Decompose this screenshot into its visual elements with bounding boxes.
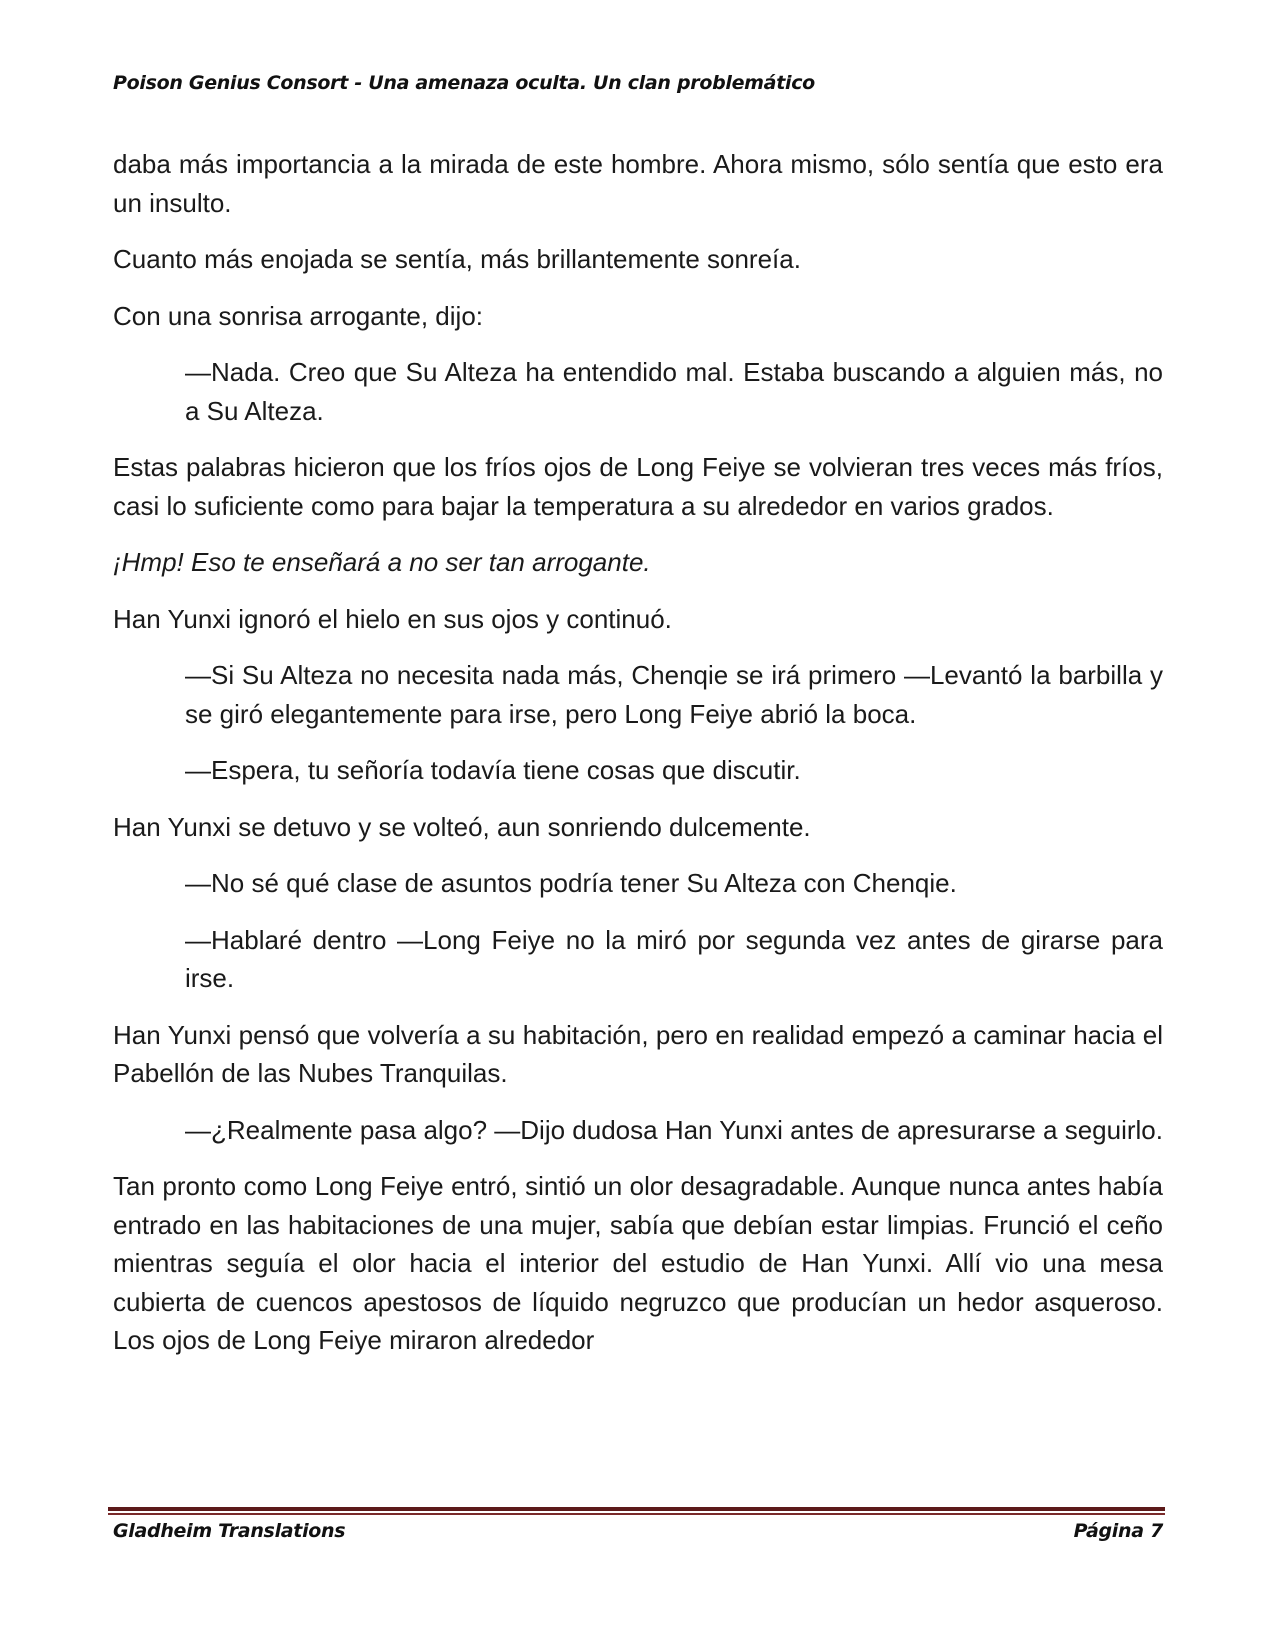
dialogue-paragraph: —Hablaré dentro —Long Feiye no la miró por segunda vez antes de girarse para irse. [185, 924, 1163, 993]
paragraph: Han Yunxi pensó que volvería a su habitación, pero en realidad empezó a caminar hacia el Pabellón de las Nubes Tranquilas. [113, 1019, 1163, 1088]
dialogue-paragraph: —No sé qué clase de asuntos podría tener Su Alteza con Chenqie. [185, 868, 957, 898]
paragraph: Cuanto más enojada se sentía, más brillantemente sonreía. [113, 244, 801, 274]
dialogue-paragraph: —Nada. Creo que Su Alteza ha entendido mal. Estaba buscando a alguien más, no a Su Alteza. [185, 357, 1163, 426]
page-body [113, 145, 1163, 1378]
paragraph: daba más importancia a la mirada de este hombre. Ahora mismo, sólo sentía que esto era un insulto. [113, 149, 1163, 218]
dialogue-paragraph: —Espera, tu señoría todavía tiene cosas que discutir. [185, 755, 801, 785]
paragraph: Con una sonrisa arrogante, dijo: [113, 300, 484, 331]
dialogue-paragraph: —Si Su Alteza no necesita nada más, Chenqie se irá primero —Levantó la barbilla y se giró elegantemente para irse, pero Long Feiye abrió la boca. [185, 660, 1163, 729]
paragraph: Han Yunxi se detuvo y se volteó, aun sonriendo dulcemente. [113, 811, 811, 842]
page-number: Página 7 [1073, 1520, 1163, 1542]
paragraph: Estas palabras hicieron que los fríos ojos de Long Feiye se volvieran tres veces más fríos, casi lo suficiente como para bajar la temperatura a su alrededor en varios grados. [113, 452, 1163, 521]
paragraph: Tan pronto como Long Feiye entró, sintió un olor desagradable. Aunque nunca antes había entrado en las habitaciones de una mujer, sabía que debían estar limpias. Frunció el ceño mientras seguía el olor hacia el interior del estudio de Han Yunxi. Allí vio una mesa cubierta de cuencos apestosos de líquido negruzco que producían un hedor asqueroso. Los ojos de Long Feiye miraron alrededor [113, 1171, 1163, 1355]
paragraph: Han Yunxi ignoró el hielo en sus ojos y continuó. [113, 603, 672, 634]
thought-paragraph: ¡Hmp! Eso te enseñará a no ser tan arrogante. [113, 547, 651, 577]
dialogue-paragraph: —¿Realmente pasa algo? —Dijo dudosa Han Yunxi antes de apresurarse a seguirlo. [185, 1114, 1163, 1145]
footer-publisher: Gladheim Translations [113, 1520, 346, 1542]
footer-rule [108, 1507, 1165, 1515]
running-header: Poison Genius Consort - Una amenaza oculta. Un clan problemático [113, 72, 815, 94]
footer-rule-thin [108, 1513, 1165, 1515]
